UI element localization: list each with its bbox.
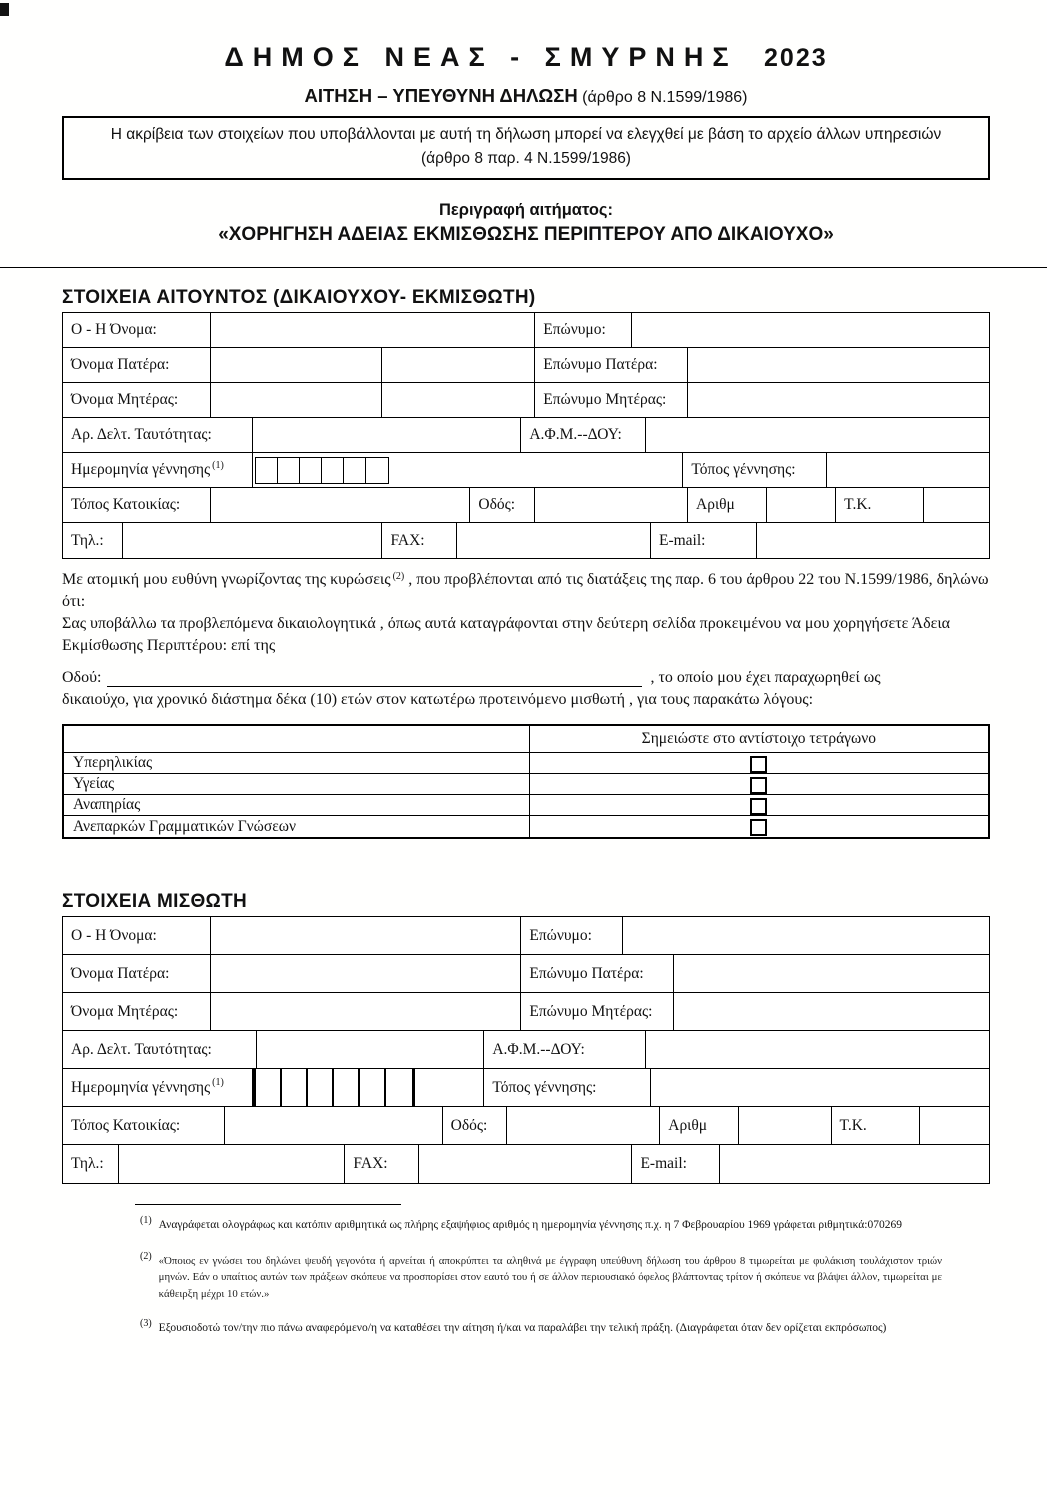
applicant-residence-input[interactable] <box>211 488 470 522</box>
table-row <box>63 523 989 558</box>
footnote-2 <box>140 1253 942 1302</box>
tenant-birthdate-digit-box[interactable] <box>386 1069 412 1106</box>
tenant-number-input[interactable] <box>739 1107 832 1144</box>
tenant-birthdate-label <box>63 1069 253 1106</box>
municipality-title: ΔΗΜΟΣ ΝΕΑΣ - ΣΜΥΡΝΗΣ <box>224 42 738 72</box>
applicant-email-input[interactable] <box>757 523 989 558</box>
tenant-surname-input[interactable] <box>623 917 989 954</box>
accuracy-disclaimer-line2: (άρθρο 8 παρ. 4 Ν.1599/1986) <box>421 150 631 168</box>
applicant-birthdate-label <box>63 453 253 487</box>
tenant-afm-doy-label: Α.Φ.Μ.--ΔΟΥ: <box>484 1031 646 1068</box>
tenant-street-input[interactable] <box>507 1107 660 1144</box>
tenant-mother-name-input[interactable] <box>211 993 521 1030</box>
applicant-number-input[interactable] <box>767 488 836 522</box>
accuracy-disclaimer-box <box>62 116 990 180</box>
reason-label-over-age: Υπερηλικίας <box>64 753 530 773</box>
tenant-id-number-input[interactable] <box>257 1031 484 1068</box>
reason-row <box>64 774 988 795</box>
applicant-mother-name-label: Όνομα Μητέρας: <box>63 383 211 417</box>
applicant-fax-label: FAX: <box>382 523 456 558</box>
tenant-phone-label: Τηλ.: <box>63 1145 119 1183</box>
tenant-father-name-label: Όνομα Πατέρα: <box>63 955 211 992</box>
applicant-residence-label: Τόπος Κατοικίας: <box>63 488 211 522</box>
form-subtitle-ref: (άρθρο 8 Ν.1599/1986) <box>582 89 748 106</box>
tenant-postal-code-input[interactable] <box>920 1107 989 1144</box>
table-row <box>63 453 989 488</box>
applicant-fax-input[interactable] <box>457 523 651 558</box>
applicant-birthdate-label-text: Ημερομηνία γέννησης <box>71 461 211 479</box>
tenant-father-surname-input[interactable] <box>674 955 989 992</box>
footnote-3-text: Εξουσιοδοτώ τον/την πιο πάνω αναφερόμενο/η να καταθέσει την αίτηση ή/και να παραλάβει την τελική πράξη. (Διαγράφεται όταν δεν ορίζεται εκπρόσωπος) <box>158 1321 887 1334</box>
reasons-header-empty-cell <box>64 726 530 752</box>
declaration-paragraph <box>62 569 990 657</box>
applicant-birthdate-digit-box[interactable] <box>256 458 278 483</box>
applicant-table <box>62 312 990 559</box>
declaration-p2: Σας υποβάλλω τα προβλεπόμενα δικαιολογητικά , όπως αυτά καταγράφονται στην δεύτερη σελίδα προκειμένου να μου χορηγήσετε Άδεια Εκμίσθωσης Περιπτέρου: επί της <box>62 615 951 655</box>
tenant-residence-input[interactable] <box>225 1107 443 1144</box>
table-row <box>63 917 989 955</box>
applicant-postal-code-input[interactable] <box>924 488 989 522</box>
reason-label-health: Υγείας <box>64 774 530 794</box>
applicant-birthdate-digit-box[interactable] <box>300 458 322 483</box>
reason-checkbox-illiteracy[interactable] <box>750 819 767 836</box>
tenant-birthdate-digit-box[interactable] <box>256 1069 282 1106</box>
applicant-first-name-label: Ο - Η Όνομα: <box>63 313 211 347</box>
applicant-father-name-label: Όνομα Πατέρα: <box>63 348 211 382</box>
tenant-id-number-label: Αρ. Δελτ. Ταυτότητας: <box>63 1031 257 1068</box>
applicant-afm-doy-input[interactable] <box>646 418 989 452</box>
tenant-surname-label: Επώνυμο: <box>521 917 623 954</box>
applicant-postal-code-label: Τ.Κ. <box>836 488 924 522</box>
applicant-mother-surname-label: Επώνυμο Μητέρας: <box>535 383 688 417</box>
footnote-1 <box>140 1217 942 1235</box>
applicant-surname-label: Επώνυμο: <box>535 313 632 347</box>
footnote-2-text: «Όποιος εν γνώσει του δηλώνει ψευδή γεγονότα ή αρνείται ή αποκρύπτει τα αληθινά με έγγραφη υπεύθυνη δήλωση του άρθρου 8 τιμωρείται με φυλάκιση τουλάχιστον τριών μηνών. Εάν ο υπαίτιος αυτών των πράξεων σκόπευε να προσπορίσει στον εαυτό του ή σε άλλον περιουσιακό όφελος βλάπτοντας τρίτον ή σκόπευε να βλάψει άλλον, τιμωρείται με κάθειρξη μέχρι 10 ετών.» <box>158 1255 942 1300</box>
applicant-section-heading: ΣΤΟΙΧΕΙΑ ΑΙΤΟΥΝΤΟΣ (ΔΙΚΑΙΟΥΧΟΥ- ΕΚΜΙΣΘΩΤΗ) <box>62 287 536 309</box>
reason-checkbox-over-age[interactable] <box>750 756 767 773</box>
applicant-birthdate-digit-box[interactable] <box>344 458 366 483</box>
declaration-street-input[interactable] <box>107 669 642 687</box>
reasons-table <box>62 724 990 839</box>
tenant-birthdate-cell <box>253 1069 485 1106</box>
table-row <box>63 1107 989 1145</box>
table-row <box>63 1031 989 1069</box>
applicant-number-label: Αριθμ <box>688 488 767 522</box>
reason-row <box>64 753 988 774</box>
applicant-mother-name-input[interactable] <box>211 383 382 417</box>
reason-row <box>64 795 988 816</box>
street-after-text: , το οποίο μου έχει παραχωρηθεί ως <box>650 669 881 687</box>
applicant-street-input[interactable] <box>535 488 688 522</box>
tenant-first-name-input[interactable] <box>211 917 521 954</box>
footnote-3 <box>140 1317 942 1338</box>
reason-cell <box>530 774 988 794</box>
footnote-1-marker: (1) <box>140 1215 152 1227</box>
accuracy-disclaimer-line1: Η ακρίβεια των στοιχείων που υποβάλλονται με αυτή τη δήλωση μπορεί να ελεγχθεί με βάση το αρχείο άλλων υπηρεσιών <box>110 126 942 143</box>
applicant-birthdate-cell <box>253 453 684 487</box>
applicant-id-number-label: Αρ. Δελτ. Ταυτότητας: <box>63 418 253 452</box>
tenant-first-name-label: Ο - Η Όνομα: <box>63 917 211 954</box>
tenant-birthplace-label: Τόπος γέννησης: <box>484 1069 651 1106</box>
tenant-father-name-input[interactable] <box>211 955 521 992</box>
applicant-birthplace-input[interactable] <box>827 453 989 487</box>
footnote-separator <box>135 1204 401 1205</box>
tenant-birthdate-boxes <box>253 1069 415 1106</box>
table-row <box>63 313 989 348</box>
applicant-birthdate-digit-box[interactable] <box>278 458 300 483</box>
reason-row <box>64 816 988 837</box>
tenant-fax-label: FAX: <box>345 1145 419 1183</box>
applicant-mother-name-input-2[interactable] <box>382 383 535 417</box>
tenant-mother-name-label: Όνομα Μητέρας: <box>63 993 211 1030</box>
reason-label-disability: Αναπηρίας <box>64 795 530 815</box>
declaration-p1a: Με ατομική μου ευθύνη γνωρίζοντας της κυρώσεις <box>62 571 391 589</box>
form-year: 2023 <box>764 44 828 72</box>
street-fill-line <box>62 669 990 687</box>
footnotes <box>140 1217 942 1337</box>
tenant-mother-surname-input[interactable] <box>674 993 989 1030</box>
applicant-first-name-input[interactable] <box>211 313 535 347</box>
scan-artifact <box>0 3 9 16</box>
tenant-email-label: E-mail: <box>632 1145 720 1183</box>
reasons-header-row <box>64 726 988 753</box>
page-title <box>62 42 990 73</box>
applicant-birthdate-digit-box[interactable] <box>322 458 344 483</box>
table-row <box>63 488 989 523</box>
applicant-id-number-input[interactable] <box>253 418 522 452</box>
applicant-mother-surname-input[interactable] <box>688 383 989 417</box>
reason-checkbox-health[interactable] <box>750 777 767 794</box>
footnote-ref-2: (2) <box>392 571 405 583</box>
reason-cell <box>530 753 988 773</box>
footnote-1-text: Αναγράφεται ολογράφως και κατόπιν αριθμητικά ως πλήρης εξαψήφιος αριθμός η ημερομηνία γέννησης π.χ. η 7 Φεβρουαρίου 1969 γράφεται ριθμητικά:070269 <box>158 1219 902 1232</box>
applicant-phone-input[interactable] <box>123 523 382 558</box>
request-description-label: Περιγραφή αιτήματος: <box>439 201 613 220</box>
tenant-birthdate-digit-box[interactable] <box>282 1069 308 1106</box>
tenant-birthdate-digit-box[interactable] <box>334 1069 360 1106</box>
applicant-father-surname-label: Επώνυμο Πατέρα: <box>535 348 688 382</box>
tenant-birthdate-label-text: Ημερομηνία γέννησης <box>71 1078 211 1096</box>
declaration-p3: δικαιούχο, για χρονικό διάστημα δέκα (10) ετών στον κατωτέρω προτεινόμενο μισθωτή , για τους παρακάτω λόγους: <box>62 691 814 709</box>
footnote-ref-1: (1) <box>212 459 224 471</box>
form-subtitle <box>62 85 990 107</box>
form-subtitle-bold: ΑΙΤΗΣΗ – ΥΠΕΥΘΥΝΗ ΔΗΛΩΣΗ <box>304 85 578 106</box>
applicant-street-label: Οδός: <box>470 488 535 522</box>
tenant-birthdate-digit-box[interactable] <box>308 1069 334 1106</box>
tenant-birthdate-digit-box[interactable] <box>360 1069 386 1106</box>
reason-label-illiteracy: Ανεπαρκών Γραμματικών Γνώσεων <box>64 816 530 837</box>
table-row <box>63 1145 989 1183</box>
tenant-residence-label: Τόπος Κατοικίας: <box>63 1107 225 1144</box>
reasons-header-label: Σημειώστε στο αντίστοιχο τετράγωνο <box>641 730 876 748</box>
applicant-birthdate-boxes <box>255 457 389 484</box>
request-title: «ΧΟΡΗΓΗΣΗ ΑΔΕΙΑΣ ΕΚΜΙΣΘΩΣΗΣ ΠΕΡΙΠΤΕΡΟΥ ΑΠΟ ΔΙΚΑΙΟΥΧΟ» <box>218 224 834 246</box>
table-row <box>63 993 989 1031</box>
tenant-email-input[interactable] <box>720 1145 989 1183</box>
reason-checkbox-disability[interactable] <box>750 798 767 815</box>
section-divider <box>0 267 1047 268</box>
table-row <box>63 383 989 418</box>
street-of-label: Οδού: <box>62 669 102 687</box>
tenant-table <box>62 916 990 1184</box>
applicant-birthplace-label: Τόπος γέννησης: <box>683 453 827 487</box>
reason-cell <box>530 816 988 837</box>
applicant-surname-input[interactable] <box>632 313 989 347</box>
tenant-postal-code-label: Τ.Κ. <box>832 1107 920 1144</box>
tenant-father-surname-label: Επώνυμο Πατέρα: <box>521 955 674 992</box>
table-row <box>63 418 989 453</box>
applicant-phone-label: Τηλ.: <box>63 523 123 558</box>
applicant-father-name-input[interactable] <box>211 348 382 382</box>
tenant-afm-doy-input[interactable] <box>646 1031 989 1068</box>
footnote-2-marker: (2) <box>140 1251 152 1263</box>
footnote-ref-1: (1) <box>212 1077 224 1089</box>
tenant-mother-surname-label: Επώνυμο Μητέρας: <box>521 993 674 1030</box>
reason-cell <box>530 795 988 815</box>
tenant-number-label: Αριθμ <box>660 1107 739 1144</box>
applicant-father-name-input-2[interactable] <box>382 348 535 382</box>
table-row <box>63 348 989 383</box>
applicant-father-surname-input[interactable] <box>688 348 989 382</box>
tenant-section-heading: ΣΤΟΙΧΕΙΑ ΜΙΣΘΩΤΗ <box>62 891 247 913</box>
table-row <box>63 955 989 993</box>
applicant-afm-doy-label: Α.Φ.Μ.--ΔΟΥ: <box>521 418 646 452</box>
tenant-phone-input[interactable] <box>119 1145 346 1183</box>
tenant-birthplace-input[interactable] <box>651 1069 989 1106</box>
declaration-p1b: , που προβλέπονται από τις διατάξεις της παρ. 6 του άρθρου 22 του Ν.1599/1986, δηλώνω ότι: <box>62 571 989 611</box>
table-row <box>63 1069 989 1107</box>
footnote-3-marker: (3) <box>140 1317 152 1329</box>
tenant-street-label: Οδός: <box>443 1107 508 1144</box>
tenant-fax-input[interactable] <box>419 1145 632 1183</box>
applicant-email-label: E-mail: <box>651 523 757 558</box>
applicant-birthdate-digit-box[interactable] <box>366 458 388 483</box>
